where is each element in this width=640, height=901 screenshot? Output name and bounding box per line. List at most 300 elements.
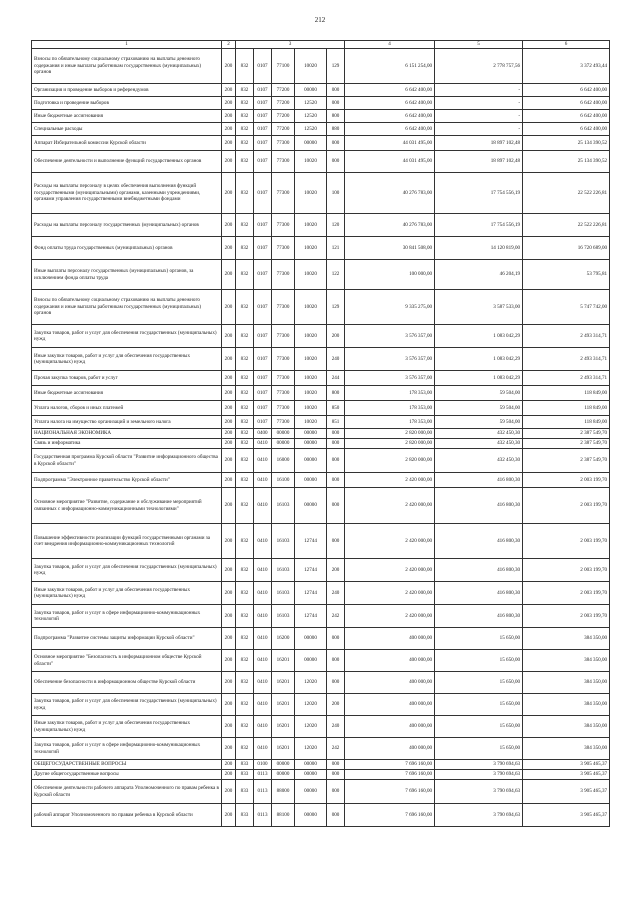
- approved-amount: 2 820 000,00: [345, 429, 435, 439]
- program-code: 16000: [272, 449, 295, 473]
- approved-amount: 6 151 254,00: [345, 49, 435, 84]
- header-cell: 4: [345, 41, 435, 49]
- direction-code: 10020: [295, 416, 327, 429]
- direction-code: 00000: [295, 780, 327, 804]
- approved-amount: 400 000,00: [345, 628, 435, 650]
- table-row: [32, 371, 610, 386]
- section-code: 0107: [254, 386, 272, 401]
- admin-code: 832: [236, 214, 254, 237]
- table-row: [32, 716, 610, 738]
- table-row: [32, 449, 610, 473]
- remaining-amount: 384 350,00: [523, 716, 610, 738]
- section-code: 0410: [254, 672, 272, 694]
- table-row: [32, 694, 610, 716]
- remaining-amount: 2 493 314,71: [523, 348, 610, 371]
- expense-type-code: 240: [327, 348, 345, 371]
- program-code: 77100: [272, 49, 295, 84]
- direction-code: 10020: [295, 49, 327, 84]
- direction-code: 00000: [295, 770, 327, 780]
- remaining-amount: 2 387 549,70: [523, 439, 610, 449]
- expense-type-code: 244: [327, 371, 345, 386]
- direction-code: 12020: [295, 672, 327, 694]
- program-code: 77300: [272, 401, 295, 416]
- program-code: 16201: [272, 672, 295, 694]
- program-code: 77300: [272, 348, 295, 371]
- program-code: 16201: [272, 694, 295, 716]
- approved-amount: 6 642 400,00: [345, 84, 435, 97]
- expense-type-code: 121: [327, 237, 345, 260]
- direction-code: 10020: [295, 260, 327, 290]
- admin-code: 832: [236, 650, 254, 672]
- section-code: 0400: [254, 429, 272, 439]
- grbs-code: 200: [222, 738, 236, 760]
- table-row: [32, 97, 610, 110]
- program-code: 77200: [272, 84, 295, 97]
- admin-code: 832: [236, 123, 254, 136]
- row-name: Иные бюджетные ассигнования: [32, 110, 222, 123]
- program-code: 77200: [272, 110, 295, 123]
- executed-amount: 416 800,30: [435, 605, 523, 628]
- table-row: [32, 416, 610, 429]
- table-row: [32, 136, 610, 151]
- grbs-code: 200: [222, 760, 236, 770]
- admin-code: 832: [236, 488, 254, 524]
- remaining-amount: 118 849,00: [523, 401, 610, 416]
- expense-type-code: 000: [327, 804, 345, 827]
- executed-amount: -: [435, 97, 523, 110]
- row-name: Закупка товаров, работ и услуг в сфере информационно-коммуникационных технологий: [32, 605, 222, 628]
- section-code: 0113: [254, 770, 272, 780]
- grbs-code: 200: [222, 386, 236, 401]
- remaining-amount: 53 795,81: [523, 260, 610, 290]
- grbs-code: 200: [222, 672, 236, 694]
- remaining-amount: 3 905 465,37: [523, 804, 610, 827]
- approved-amount: 40 276 783,00: [345, 173, 435, 214]
- remaining-amount: 118 849,00: [523, 416, 610, 429]
- remaining-amount: 3 372 493,44: [523, 49, 610, 84]
- approved-amount: 44 031 495,00: [345, 136, 435, 151]
- remaining-amount: 2 003 199,70: [523, 605, 610, 628]
- approved-amount: 7 696 160,00: [345, 780, 435, 804]
- direction-code: 10020: [295, 371, 327, 386]
- table-row: [32, 760, 610, 770]
- executed-amount: 432 450,30: [435, 439, 523, 449]
- executed-amount: 1 083 042,29: [435, 325, 523, 348]
- row-name: рабочий аппарат Уполномоченного по правам ребенка в Курской области: [32, 804, 222, 827]
- expense-type-code: 242: [327, 605, 345, 628]
- grbs-code: 200: [222, 473, 236, 488]
- grbs-code: 200: [222, 290, 236, 325]
- row-name: Уплата налогов, сборов и иных платежей: [32, 401, 222, 416]
- row-name: Подпрограмма "Электронное правительство Курской области": [32, 473, 222, 488]
- admin-code: 832: [236, 290, 254, 325]
- section-code: 0107: [254, 136, 272, 151]
- row-name: Расходы на выплаты персоналу в целях обеспечения выполнения функций государственными (муниципальными) органами, казенными учреждениями, органами управления государственными внебюджетными фондами: [32, 173, 222, 214]
- grbs-code: 200: [222, 650, 236, 672]
- expense-type-code: 880: [327, 123, 345, 136]
- direction-code: 12020: [295, 738, 327, 760]
- table-row: [32, 429, 610, 439]
- row-name: Аппарат Избирательной комиссии Курской области: [32, 136, 222, 151]
- admin-code: 832: [236, 151, 254, 173]
- table-row: [32, 524, 610, 559]
- table-row: [32, 260, 610, 290]
- direction-code: 00000: [295, 628, 327, 650]
- executed-amount: -: [435, 123, 523, 136]
- admin-code: 833: [236, 770, 254, 780]
- approved-amount: 100 000,00: [345, 260, 435, 290]
- row-name: Закупка товаров, работ и услуг для обеспечения государственных (муниципальных) нужд: [32, 694, 222, 716]
- admin-code: 832: [236, 84, 254, 97]
- row-name: ОБЩЕГОСУДАРСТВЕННЫЕ ВОПРОСЫ: [32, 760, 222, 770]
- table-row: [32, 151, 610, 173]
- program-code: 77300: [272, 325, 295, 348]
- approved-amount: 6 642 400,00: [345, 110, 435, 123]
- expense-type-code: 000: [327, 650, 345, 672]
- grbs-code: 200: [222, 694, 236, 716]
- grbs-code: 200: [222, 49, 236, 84]
- grbs-code: 200: [222, 84, 236, 97]
- approved-amount: 40 276 783,00: [345, 214, 435, 237]
- direction-code: 12520: [295, 123, 327, 136]
- executed-amount: 17 754 556,19: [435, 214, 523, 237]
- expense-type-code: 129: [327, 290, 345, 325]
- executed-amount: 3 790 694,63: [435, 760, 523, 770]
- expense-type-code: 000: [327, 770, 345, 780]
- approved-amount: 2 420 000,00: [345, 559, 435, 582]
- grbs-code: 200: [222, 628, 236, 650]
- section-code: 0410: [254, 582, 272, 605]
- section-code: 0100: [254, 760, 272, 770]
- remaining-amount: 2 003 199,70: [523, 473, 610, 488]
- remaining-amount: 2 003 199,70: [523, 524, 610, 559]
- program-code: 77300: [272, 173, 295, 214]
- admin-code: 832: [236, 97, 254, 110]
- grbs-code: 200: [222, 123, 236, 136]
- program-code: 00000: [272, 770, 295, 780]
- table-row: [32, 605, 610, 628]
- direction-code: 10020: [295, 348, 327, 371]
- admin-code: 832: [236, 401, 254, 416]
- section-code: 0410: [254, 488, 272, 524]
- executed-amount: 1 083 042,29: [435, 348, 523, 371]
- direction-code: 10020: [295, 325, 327, 348]
- row-name: Основное мероприятие "Развитие, содержание и обслуживание мероприятий связанных с информационно-коммуникационными технологиями": [32, 488, 222, 524]
- program-code: 16103: [272, 524, 295, 559]
- executed-amount: 3 790 694,63: [435, 804, 523, 827]
- grbs-code: 200: [222, 97, 236, 110]
- remaining-amount: 3 905 465,37: [523, 760, 610, 770]
- row-name: Связь и информатика: [32, 439, 222, 449]
- grbs-code: 200: [222, 237, 236, 260]
- approved-amount: 178 353,00: [345, 416, 435, 429]
- direction-code: 10020: [295, 386, 327, 401]
- remaining-amount: 25 134 390,52: [523, 151, 610, 173]
- admin-code: 832: [236, 628, 254, 650]
- executed-amount: 15 650,00: [435, 738, 523, 760]
- expense-type-code: 129: [327, 49, 345, 84]
- program-code: 77300: [272, 386, 295, 401]
- remaining-amount: 6 642 400,00: [523, 123, 610, 136]
- program-code: 16200: [272, 628, 295, 650]
- direction-code: 12744: [295, 559, 327, 582]
- row-name: Иные закупки товаров, работ и услуг для обеспечения государственных (муниципальных) нужд: [32, 348, 222, 371]
- admin-code: 832: [236, 325, 254, 348]
- program-code: 77300: [272, 136, 295, 151]
- expense-type-code: 000: [327, 136, 345, 151]
- remaining-amount: 384 350,00: [523, 650, 610, 672]
- section-code: 0107: [254, 214, 272, 237]
- remaining-amount: 384 350,00: [523, 694, 610, 716]
- direction-code: 00000: [295, 429, 327, 439]
- grbs-code: 200: [222, 348, 236, 371]
- table-row: [32, 110, 610, 123]
- header-cell: 1: [32, 41, 222, 49]
- section-code: 0113: [254, 804, 272, 827]
- section-code: 0410: [254, 605, 272, 628]
- table-row: [32, 290, 610, 325]
- grbs-code: 200: [222, 605, 236, 628]
- table-row: [32, 738, 610, 760]
- row-name: Иные бюджетные ассигнования: [32, 386, 222, 401]
- program-code: 77200: [272, 97, 295, 110]
- table-row: [32, 348, 610, 371]
- approved-amount: 178 353,00: [345, 386, 435, 401]
- admin-code: 832: [236, 524, 254, 559]
- remaining-amount: 2 387 549,70: [523, 449, 610, 473]
- grbs-code: 200: [222, 770, 236, 780]
- admin-code: 832: [236, 386, 254, 401]
- expense-type-code: 200: [327, 694, 345, 716]
- program-code: 77300: [272, 214, 295, 237]
- admin-code: 832: [236, 449, 254, 473]
- grbs-code: 200: [222, 559, 236, 582]
- admin-code: 832: [236, 429, 254, 439]
- row-name: Подготовка и проведение выборов: [32, 97, 222, 110]
- executed-amount: 2 778 757,56: [435, 49, 523, 84]
- direction-code: 00000: [295, 84, 327, 97]
- row-name: Другие общегосударственные вопросы: [32, 770, 222, 780]
- expense-type-code: 000: [327, 84, 345, 97]
- executed-amount: 432 450,30: [435, 429, 523, 439]
- section-code: 0107: [254, 237, 272, 260]
- row-name: Организация и проведение выборов и референдумов: [32, 84, 222, 97]
- row-name: Фонд оплаты труда государственных (муниципальных) органов: [32, 237, 222, 260]
- section-code: 0113: [254, 780, 272, 804]
- expense-type-code: 200: [327, 559, 345, 582]
- program-code: 16201: [272, 716, 295, 738]
- grbs-code: 200: [222, 780, 236, 804]
- remaining-amount: 22 522 226,81: [523, 173, 610, 214]
- section-code: 0107: [254, 110, 272, 123]
- direction-code: 10020: [295, 214, 327, 237]
- remaining-amount: 2 493 314,71: [523, 371, 610, 386]
- remaining-amount: 16 720 689,00: [523, 237, 610, 260]
- executed-amount: 17 754 556,19: [435, 173, 523, 214]
- approved-amount: 400 000,00: [345, 672, 435, 694]
- approved-amount: 6 642 400,00: [345, 123, 435, 136]
- direction-code: 12744: [295, 605, 327, 628]
- program-code: 00000: [272, 439, 295, 449]
- section-code: 0107: [254, 348, 272, 371]
- expense-type-code: 000: [327, 628, 345, 650]
- admin-code: 832: [236, 173, 254, 214]
- remaining-amount: 6 642 400,00: [523, 84, 610, 97]
- remaining-amount: 2 003 199,70: [523, 582, 610, 605]
- admin-code: 833: [236, 780, 254, 804]
- executed-amount: 59 504,00: [435, 416, 523, 429]
- executed-amount: 3 587 533,00: [435, 290, 523, 325]
- header-cell: 6: [523, 41, 610, 49]
- expense-type-code: 200: [327, 325, 345, 348]
- executed-amount: 432 450,30: [435, 449, 523, 473]
- row-name: Специальные расходы: [32, 123, 222, 136]
- direction-code: 10020: [295, 151, 327, 173]
- executed-amount: -: [435, 110, 523, 123]
- row-name: Прочая закупка товаров, работ и услуг: [32, 371, 222, 386]
- program-code: 77300: [272, 371, 295, 386]
- admin-code: 832: [236, 49, 254, 84]
- section-code: 0107: [254, 123, 272, 136]
- remaining-amount: 3 905 465,37: [523, 780, 610, 804]
- program-code: 77300: [272, 237, 295, 260]
- program-code: 00000: [272, 760, 295, 770]
- table-row: [32, 780, 610, 804]
- expense-type-code: 000: [327, 760, 345, 770]
- table-row: [32, 49, 610, 84]
- admin-code: 832: [236, 716, 254, 738]
- grbs-code: 200: [222, 151, 236, 173]
- remaining-amount: 384 350,00: [523, 738, 610, 760]
- row-name: Взносы по обязательному социальному страхованию на выплаты денежного содержания и иные выплаты работникам государственных (муниципальных) органов: [32, 290, 222, 325]
- direction-code: 10020: [295, 290, 327, 325]
- program-code: 77300: [272, 151, 295, 173]
- approved-amount: 178 353,00: [345, 401, 435, 416]
- expense-type-code: 242: [327, 738, 345, 760]
- row-name: Обеспечение деятельности и выполнение функций государственных органов: [32, 151, 222, 173]
- expense-type-code: 240: [327, 582, 345, 605]
- grbs-code: 200: [222, 439, 236, 449]
- approved-amount: 400 000,00: [345, 716, 435, 738]
- program-code: 00000: [272, 429, 295, 439]
- table-row: [32, 237, 610, 260]
- grbs-code: 200: [222, 260, 236, 290]
- approved-amount: 2 420 000,00: [345, 582, 435, 605]
- direction-code: 00000: [295, 473, 327, 488]
- header-cell: 5: [435, 41, 523, 49]
- admin-code: 832: [236, 738, 254, 760]
- remaining-amount: 25 134 390,52: [523, 136, 610, 151]
- section-code: 0410: [254, 439, 272, 449]
- direction-code: 12520: [295, 110, 327, 123]
- admin-code: 832: [236, 260, 254, 290]
- section-code: 0107: [254, 151, 272, 173]
- row-name: НАЦИОНАЛЬНАЯ ЭКОНОМИКА: [32, 429, 222, 439]
- table-row: [32, 488, 610, 524]
- section-code: 0410: [254, 449, 272, 473]
- direction-code: 12744: [295, 582, 327, 605]
- grbs-code: 200: [222, 371, 236, 386]
- table-row: [32, 770, 610, 780]
- direction-code: 00000: [295, 449, 327, 473]
- program-code: 16103: [272, 605, 295, 628]
- remaining-amount: 384 350,00: [523, 628, 610, 650]
- admin-code: 832: [236, 439, 254, 449]
- executed-amount: 15 650,00: [435, 694, 523, 716]
- expense-type-code: 100: [327, 173, 345, 214]
- table-row: [32, 439, 610, 449]
- expense-type-code: 240: [327, 716, 345, 738]
- expense-type-code: 000: [327, 97, 345, 110]
- expense-type-code: 000: [327, 151, 345, 173]
- row-name: Подпрограмма "Развитие системы защиты информации Курской области": [32, 628, 222, 650]
- table-row: [32, 325, 610, 348]
- direction-code: 00000: [295, 136, 327, 151]
- direction-code: 10020: [295, 173, 327, 214]
- approved-amount: 3 576 357,00: [345, 325, 435, 348]
- table-row: [32, 559, 610, 582]
- row-name: Иные закупки товаров, работ и услуг для обеспечения государственных (муниципальных) нужд: [32, 582, 222, 605]
- admin-code: 832: [236, 605, 254, 628]
- executed-amount: 15 650,00: [435, 716, 523, 738]
- expense-type-code: 000: [327, 780, 345, 804]
- approved-amount: 2 420 000,00: [345, 605, 435, 628]
- section-code: 0410: [254, 473, 272, 488]
- approved-amount: 6 642 400,00: [345, 97, 435, 110]
- expense-type-code: 000: [327, 473, 345, 488]
- direction-code: 12520: [295, 97, 327, 110]
- program-code: 77300: [272, 290, 295, 325]
- approved-amount: 7 696 160,00: [345, 770, 435, 780]
- expense-type-code: 800: [327, 110, 345, 123]
- program-code: 77300: [272, 260, 295, 290]
- approved-amount: 2 820 000,00: [345, 439, 435, 449]
- table-row: [32, 214, 610, 237]
- section-code: 0107: [254, 173, 272, 214]
- page-number: 212: [314, 16, 326, 24]
- direction-code: 12020: [295, 716, 327, 738]
- executed-amount: 3 790 694,63: [435, 780, 523, 804]
- admin-code: 832: [236, 416, 254, 429]
- table-row: [32, 650, 610, 672]
- admin-code: 832: [236, 559, 254, 582]
- header-cell: 2: [222, 41, 236, 49]
- executed-amount: 15 650,00: [435, 628, 523, 650]
- row-name: Закупка товаров, работ и услуг в сфере информационно-коммуникационных технологий: [32, 738, 222, 760]
- admin-code: 833: [236, 760, 254, 770]
- executed-amount: 1 083 042,29: [435, 371, 523, 386]
- section-code: 0107: [254, 84, 272, 97]
- header-cell: 3: [236, 41, 345, 49]
- grbs-code: 200: [222, 401, 236, 416]
- direction-code: 00000: [295, 439, 327, 449]
- approved-amount: 400 000,00: [345, 738, 435, 760]
- program-code: 16201: [272, 650, 295, 672]
- direction-code: 00000: [295, 804, 327, 827]
- table-row: [32, 473, 610, 488]
- remaining-amount: 384 350,00: [523, 672, 610, 694]
- remaining-amount: 2 387 549,70: [523, 429, 610, 439]
- approved-amount: 400 000,00: [345, 694, 435, 716]
- section-code: 0107: [254, 325, 272, 348]
- grbs-code: 200: [222, 804, 236, 827]
- remaining-amount: 22 522 226,81: [523, 214, 610, 237]
- admin-code: 832: [236, 694, 254, 716]
- row-name: Закупка товаров, работ и услуг для обеспечения государственных (муниципальных) нужд: [32, 325, 222, 348]
- remaining-amount: 2 003 199,70: [523, 488, 610, 524]
- executed-amount: 416 800,30: [435, 559, 523, 582]
- expense-type-code: 000: [327, 672, 345, 694]
